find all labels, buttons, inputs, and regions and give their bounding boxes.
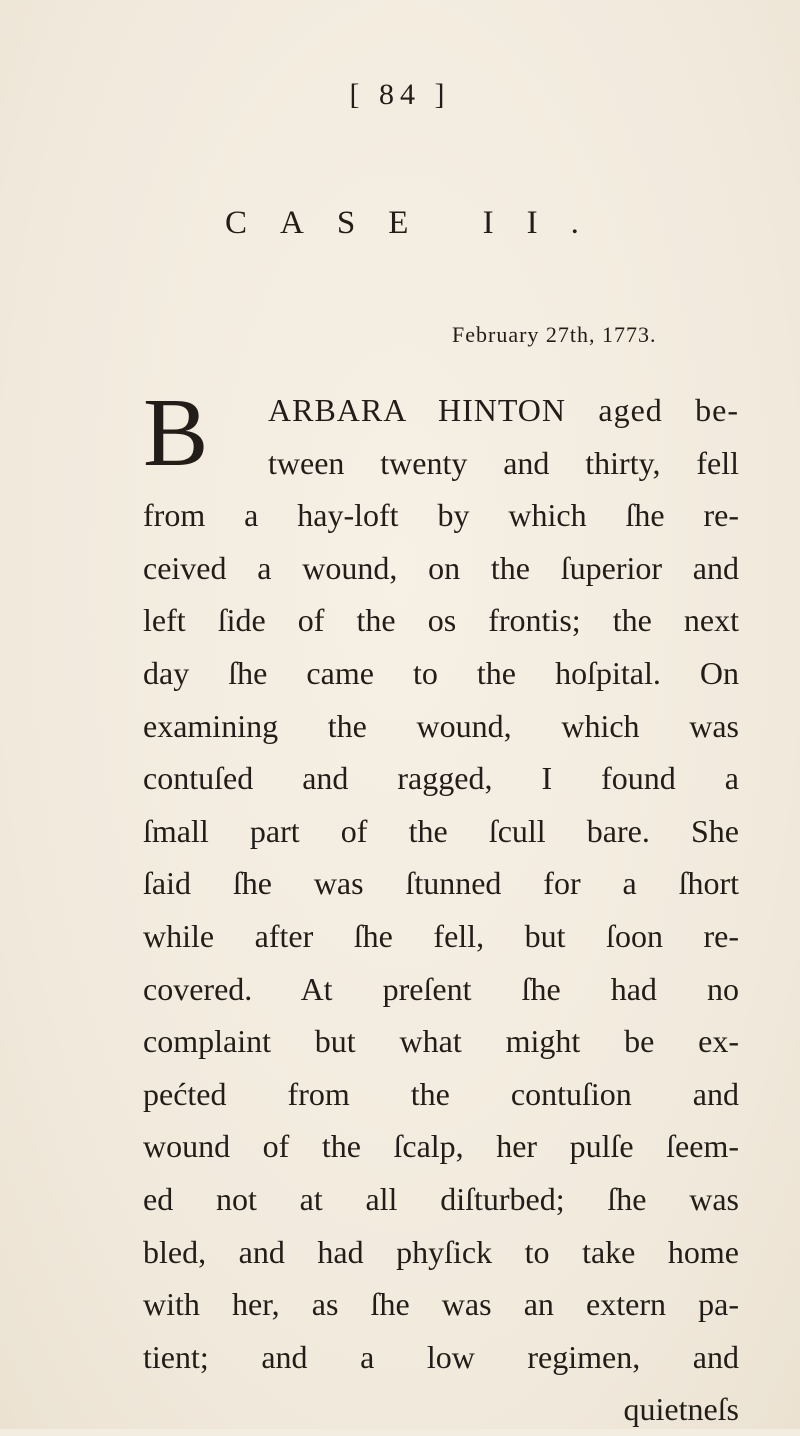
page-number: [ 84 ] (349, 78, 451, 111)
text-line: from a hay-loft by which ſhe re- (143, 497, 739, 534)
text-line: tient; and a low regimen, and (143, 1338, 739, 1375)
text-line: pećted from the contuſion and (143, 1075, 739, 1112)
case-heading: CASE II. (225, 205, 612, 241)
text-line: tween twenty and thirty, fell (268, 444, 739, 481)
case-narrative (143, 384, 739, 1436)
text-line: bled, and had phyſick to take home (143, 1233, 739, 1270)
text-line: while after ſhe fell, but ſoon re- (143, 917, 739, 954)
text-line: with her, as ſhe was an extern pa- (143, 1286, 739, 1323)
catchword: quietneſs (623, 1391, 739, 1428)
text-line: ſaid ſhe was ſtunned for a ſhort (143, 865, 739, 902)
text-line: ed not at all diſturbed; ſhe was (143, 1180, 739, 1217)
text-line: complaint but what might be ex- (143, 1023, 739, 1060)
text-line: wound of the ſcalp, her pulſe ſeem- (143, 1128, 739, 1165)
text-line: examining the wound, which was (143, 707, 739, 744)
text-line: left ſide of the os frontis; the next (143, 602, 739, 639)
text-line: day ſhe came to the hoſpital. On (143, 654, 739, 691)
text-line: ARBARA HINTON aged be- (268, 392, 739, 428)
drop-cap-initial: B (143, 390, 209, 484)
text-line: ceived a wound, on the ſuperior and (143, 549, 739, 586)
text-line: contuſed and ragged, I found a (143, 760, 739, 797)
text-line: ſmall part of the ſcull bare. She (143, 812, 739, 849)
text-line: covered. At preſent ſhe had no (143, 970, 739, 1007)
case-date: February 27th, 1773. (452, 322, 657, 347)
